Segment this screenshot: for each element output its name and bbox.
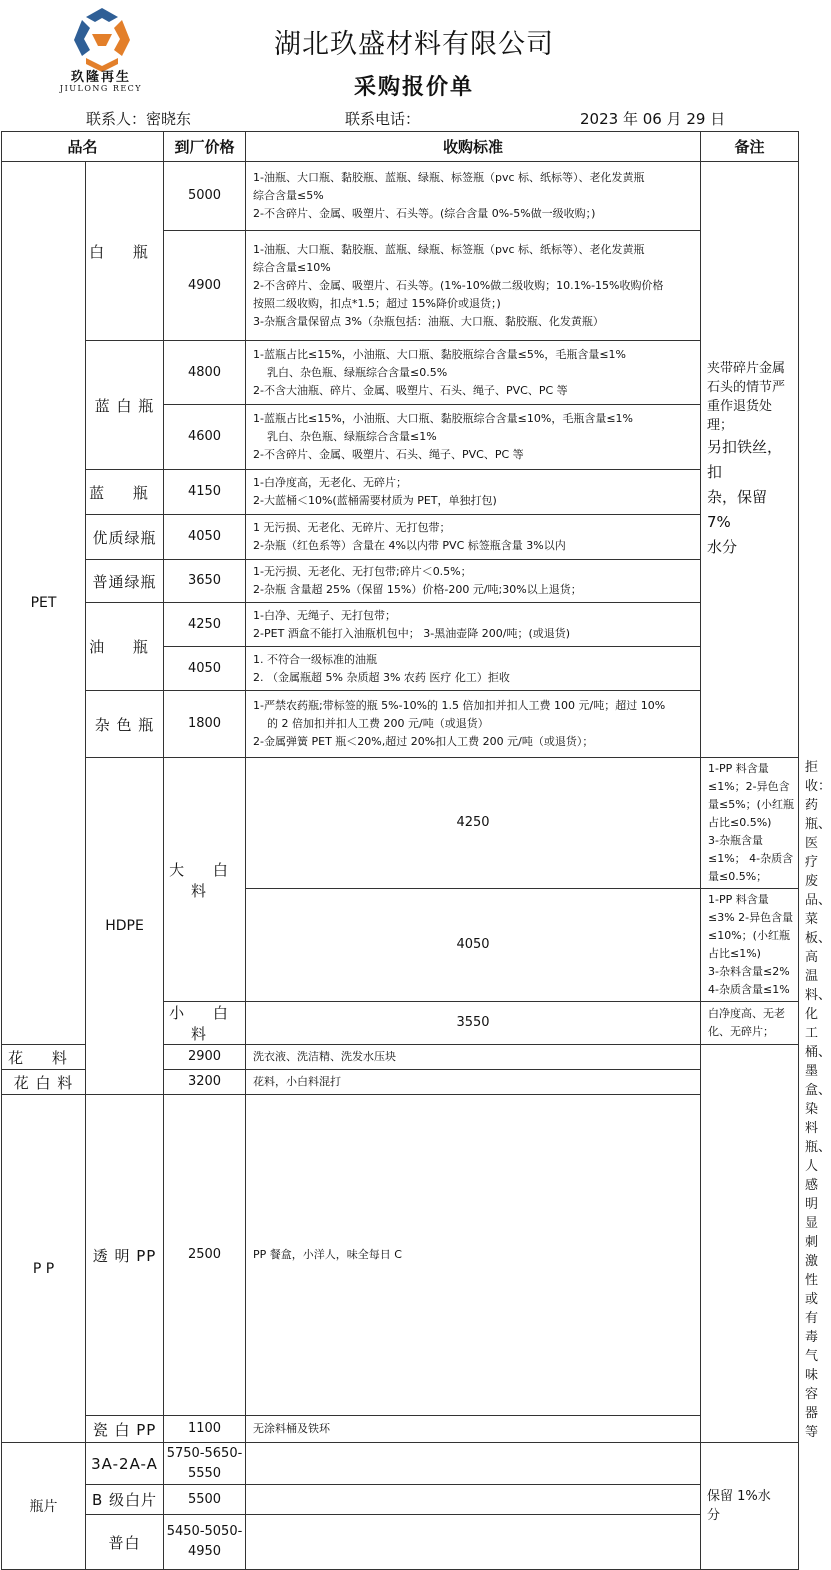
standard-line: 1-油瓶、大口瓶、黏胶瓶、蓝瓶、绿瓶、标签瓶（pvc 标、纸标等）、老化发黄瓶: [253, 171, 645, 184]
product-clear-pp: 透 明 PP: [86, 1095, 164, 1416]
standard-line: 1-油瓶、大口瓶、黏胶瓶、蓝瓶、绿瓶、标签瓶（pvc 标、纸标等）、老化发黄瓶: [253, 242, 645, 256]
standard-cell: [246, 162, 701, 231]
standard-line: 1 无污损、无老化、无碎片、无打包带；: [253, 521, 451, 534]
company-name: 湖北玖盛材料有限公司: [274, 29, 554, 60]
standard-line: 1-白净、无绳子、无打包带；: [253, 608, 396, 622]
standard-cell: [246, 1443, 701, 1485]
standard-line: 1-蓝瓶占比≤15%，小油瓶、大口瓶、黏胶瓶综合含量≤10%，毛瓶含量≤1%: [253, 412, 633, 425]
price-table: [1, 131, 831, 1570]
price-cell: 2900: [164, 1045, 246, 1070]
price-cell: 1100: [164, 1416, 246, 1443]
standard-cell: 无涂料桶及铁环: [246, 1416, 701, 1443]
note-line: 重作退货处理；: [707, 399, 773, 433]
document-title: 采购报价单: [353, 75, 474, 100]
standard-line: 乳白、杂色瓶、绿瓶综合含量≤0.5%: [267, 365, 448, 379]
price-cell: 3650: [164, 560, 246, 603]
standard-cell: [246, 560, 701, 603]
product-white-bottle: 白 瓶: [86, 162, 164, 341]
product-flower: 花 料: [2, 1045, 86, 1070]
price-cell: 4600: [164, 405, 246, 470]
table-row: [2, 603, 799, 647]
group-flakes: 瓶片: [2, 1443, 86, 1570]
standard-line: 1-蓝瓶占比≤15%，小油瓶、大口瓶、黏胶瓶综合含量≤5%，毛瓶含量≤1%: [253, 347, 626, 361]
standard-line: 3-杂瓶含量≤1%； 4-杂质含量≤0.5%；: [708, 834, 794, 883]
standard-cell: [246, 603, 701, 647]
standard-line: 的 2 倍加扣并扣人工费 200 元/吨（或退货）: [267, 717, 489, 730]
standard-cell: 白净度高、无老化、无碎片；: [701, 1002, 799, 1045]
standard-cell: 洗衣液、洗洁精、洗发水压块: [246, 1045, 701, 1070]
product-plain-white: 普白: [86, 1515, 164, 1570]
table-row: [2, 162, 799, 231]
price-cell: [164, 1443, 246, 1485]
standard-line: 综合含量≤5%: [253, 189, 324, 202]
product-quality-green-bottle: 优质绿瓶: [86, 515, 164, 560]
price-line: 5750-5650-: [166, 1445, 243, 1461]
product-porcelain-white-pp: 瓷 白 PP: [86, 1416, 164, 1443]
standard-line: 2-不含碎片、金属、吸塑片、石头等。(1%-10%做二级收购；10.1%-15%收购价格: [253, 278, 664, 292]
group-pet: PET: [2, 162, 86, 1045]
standard-line: 2-不含碎片、金属、吸塑片、石头、绳子、PVC、PC 等: [253, 448, 524, 461]
standard-line: 2-金属弹簧 PET 瓶＜20%,超过 20%扣人工费 200 元/吨（或退货）；: [253, 735, 594, 748]
price-cell: 5000: [164, 162, 246, 231]
standard-line: 乳白、杂色瓶、绿瓶综合含量≤1%: [267, 430, 437, 443]
note-line: 石头的情节严: [707, 380, 786, 395]
header-price: 到厂价格: [164, 132, 246, 162]
header-notes: 备注: [701, 132, 799, 162]
standard-cell: 花料，小白料混打: [246, 1070, 701, 1095]
standard-line: 1. 不符合一级标准的油瓶: [253, 652, 378, 666]
standard-cell: [246, 691, 701, 758]
standard-line: 3-杂瓶含量保留点 3%（杂瓶包括：油瓶、大口瓶、黏胶瓶、化发黄瓶）: [253, 314, 604, 328]
standard-cell: [246, 470, 701, 515]
table-row: [2, 560, 799, 603]
table-row: [2, 1515, 799, 1570]
table-row: [2, 1443, 799, 1485]
standard-line: 1-无污损、无老化、无打包带;碎片＜0.5%；: [253, 565, 472, 578]
price-line: 4950: [187, 1544, 222, 1559]
product-normal-green-bottle: 普通绿瓶: [86, 560, 164, 603]
standard-cell: [246, 405, 701, 470]
product-3a-2a-a: 3A-2A-A: [86, 1443, 164, 1485]
group-hdpe: HDPE: [86, 758, 164, 1095]
product-blue-bottle: 蓝 瓶: [86, 470, 164, 515]
standard-cell: [246, 1485, 701, 1515]
standard-line: 2-PET 酒盒不能打入油瓶机包中； 3-黑油壶降 200/吨；(或退货): [253, 626, 571, 640]
standard-line: 2-大蓝桶＜10%(蓝桶需要材质为 PET，单独打包): [253, 494, 497, 507]
standard-line: 按照二级收购，扣点*1.5；超过 15%降价或退货；): [253, 296, 501, 310]
logo-english-text: JIULONG RECY: [59, 84, 143, 93]
note-flakes: [701, 1443, 799, 1570]
price-cell: 2500: [164, 1095, 246, 1416]
header-product: 品名: [2, 132, 164, 162]
standard-cell: [246, 231, 701, 341]
price-cell: 4250: [246, 758, 701, 889]
product-flower-white: 花 白 料: [2, 1070, 86, 1095]
price-cell: 5500: [164, 1485, 246, 1515]
note-line: 保留 1%水: [707, 1489, 771, 1504]
price-cell: 4050: [164, 647, 246, 691]
table-row: [2, 470, 799, 515]
standard-line: 1-PP 料含量≤3% 2-异色含量≤10%；(小红瓶占比≤1%): [708, 893, 794, 960]
note-line: 杂，保留 7%: [707, 488, 768, 531]
price-cell: 4900: [164, 231, 246, 341]
price-cell: 3200: [164, 1070, 246, 1095]
price-cell: 1800: [164, 691, 246, 758]
table-row: [2, 515, 799, 560]
table-row: [2, 1095, 799, 1416]
standard-line: 2-杂瓶 含量超 25%（保留 15%）价格-200 元/吨;30%以上退货；: [253, 583, 582, 596]
price-cell: 4050: [164, 515, 246, 560]
standard-cell: [246, 341, 701, 405]
group-pp: P P: [2, 1095, 86, 1443]
price-cell: 4250: [164, 603, 246, 647]
product-blue-white-bottle: 蓝 白 瓶: [86, 341, 164, 470]
product-b-grade-white-flake: B 级白片: [86, 1485, 164, 1515]
standard-line: 2-不含碎片、金属、吸塑片、石头等。(综合含量 0%-5%做一级收购；): [253, 207, 596, 220]
standard-line: 1-严禁农药瓶;带标签的瓶 5%-10%的 1.5 倍加扣并扣人工费 100 元/吨；超过 10%: [253, 699, 666, 712]
note-line: 分: [707, 1508, 721, 1523]
header-standard: 收购标准: [246, 132, 701, 162]
contact-phone: 联系电话：: [345, 110, 421, 128]
note-pet: [701, 162, 799, 758]
note-line: 夹带碎片金属: [707, 361, 786, 376]
price-cell: [164, 1515, 246, 1570]
note-line: 水分: [707, 538, 738, 556]
standard-cell: PP 餐盒，小洋人，味全每日 C: [246, 1095, 701, 1416]
price-cell: 4800: [164, 341, 246, 405]
contact-person: 联系人：密晓东: [86, 110, 192, 128]
standard-line: 综合含量≤10%: [253, 260, 331, 274]
table-row: [2, 341, 799, 405]
standard-cell: [246, 515, 701, 560]
standard-line: 1-白净度高，无老化、无碎片；: [253, 476, 407, 489]
product-mixed-color-bottle: 杂 色 瓶: [86, 691, 164, 758]
price-cell: 4150: [164, 470, 246, 515]
standard-line: 2-杂瓶（红色系等）含量在 4%以内带 PVC 标签瓶含量 3%以内: [253, 539, 566, 552]
standard-line: 2-不含大油瓶、碎片、金属、吸塑片、石头、绳子、PVC、PC 等: [253, 383, 568, 397]
quote-date: 2023 年 06 月 29 日: [580, 110, 726, 128]
logo-text: 玖隆再生: [70, 70, 131, 85]
price-line: 5450-5050-: [166, 1524, 243, 1539]
standard-cell: [701, 889, 799, 1002]
standard-line: 3-杂料含量≤2% 4-杂质含量≤1%: [708, 965, 790, 996]
table-row: [2, 691, 799, 758]
standard-cell: [701, 758, 799, 889]
standard-cell: [246, 1515, 701, 1570]
price-cell: 3550: [246, 1002, 701, 1045]
product-big-white: 大 白 料: [164, 758, 246, 1002]
price-cell: 4050: [246, 889, 701, 1002]
product-oil-bottle: 油 瓶: [86, 603, 164, 691]
table-row: [2, 1485, 799, 1515]
product-small-white: 小 白 料: [164, 1002, 246, 1045]
price-line: 5550: [187, 1465, 222, 1481]
standard-line: 2. （金属瓶超 5% 杂质超 3% 农药 医疗 化工）拒收: [253, 670, 510, 684]
table-row: HDPE 大 白 料 4250 1-PP 料含量≤1%；2-异色含量≤5%；(小红瓶占比≤0.5%) 3-杂瓶含量≤1%； 4-杂质含量≤0.5%； 拒收：药瓶、 医疗废品、菜 板、高温料、 化工桶、墨 盒、染料瓶、 人感明显刺 激性或有毒 气味容器等: [2, 758, 799, 889]
standard-line: 1-PP 料含量≤1%；2-异色含量≤5%；(小红瓶占比≤0.5%): [708, 762, 794, 829]
table-header-row: [2, 132, 799, 162]
standard-cell: [246, 647, 701, 691]
table-row: [2, 1416, 799, 1443]
note-line: 另扣铁丝，扣: [707, 438, 783, 481]
